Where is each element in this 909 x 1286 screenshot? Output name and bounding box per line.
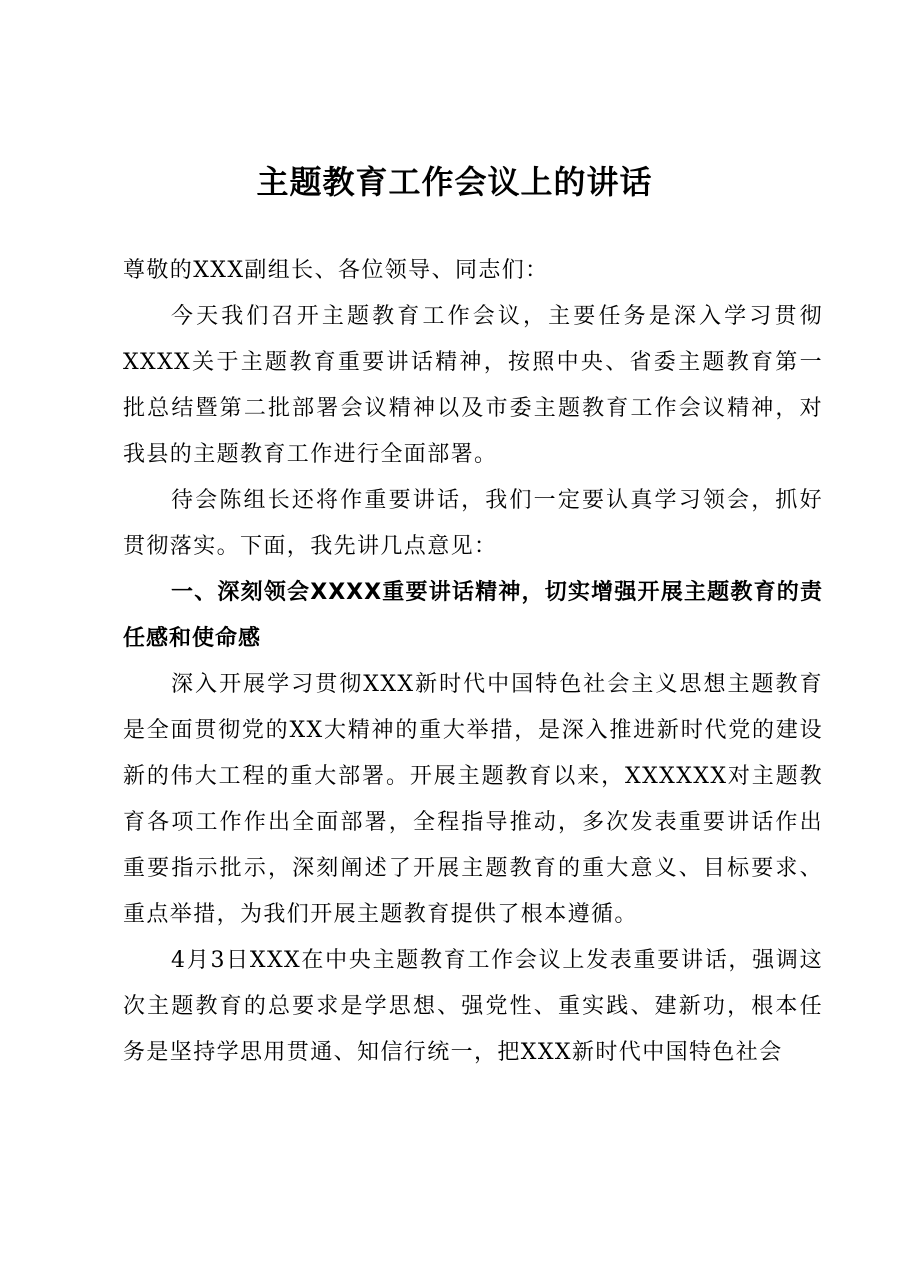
section-paragraph: 4月3日XXX在中央主题教育工作会议上发表重要讲话，强调这次主题教育的总要求是学思想、强党性、重实践、建新功，根本任务是坚持学思用贯通、知信行统一，把XXX新时代中国特色社会 <box>123 948 823 1065</box>
section-heading: 一、深刻领会XXXX重要讲话精神，切实增强开展主题教育的责任感和使命感 <box>123 580 823 651</box>
paragraph-transition: 待会陈组长还将作重要讲话，我们一定要认真学习领会，抓好贯彻落实。下面，我先讲几点意见： <box>123 488 823 559</box>
salutation: 尊敬的XXX副组长、各位领导、同志们： <box>123 258 549 283</box>
paragraph-opening: 今天我们召开主题教育工作会议，主要任务是深入学习贯彻XXXX关于主题教育重要讲话精神，按照中央、省委主题教育第一批总结暨第二批部署会议精神以及市委主题教育工作会议精神，对我县的主题教育工作进行全面部署。 <box>123 304 823 467</box>
document-title: 主题教育工作会议上的讲话 <box>256 163 653 201</box>
section-paragraph: 深入开展学习贯彻XXX新时代中国特色社会主义思想主题教育是全面贯彻党的XX大精神的重大举措，是深入推进新时代党的建设新的伟大工程的重大部署。开展主题教育以来，XXXXXX对主题教育各项工作作出全面部署，全程指导推动，多次发表重要讲话作出重要指示批示，深刻阐述了开展主题教育的重大意义、目标要求、重点举措，为我们开展主题教育提供了根本遵循。 <box>123 672 823 927</box>
document-body <box>123 248 823 1076</box>
